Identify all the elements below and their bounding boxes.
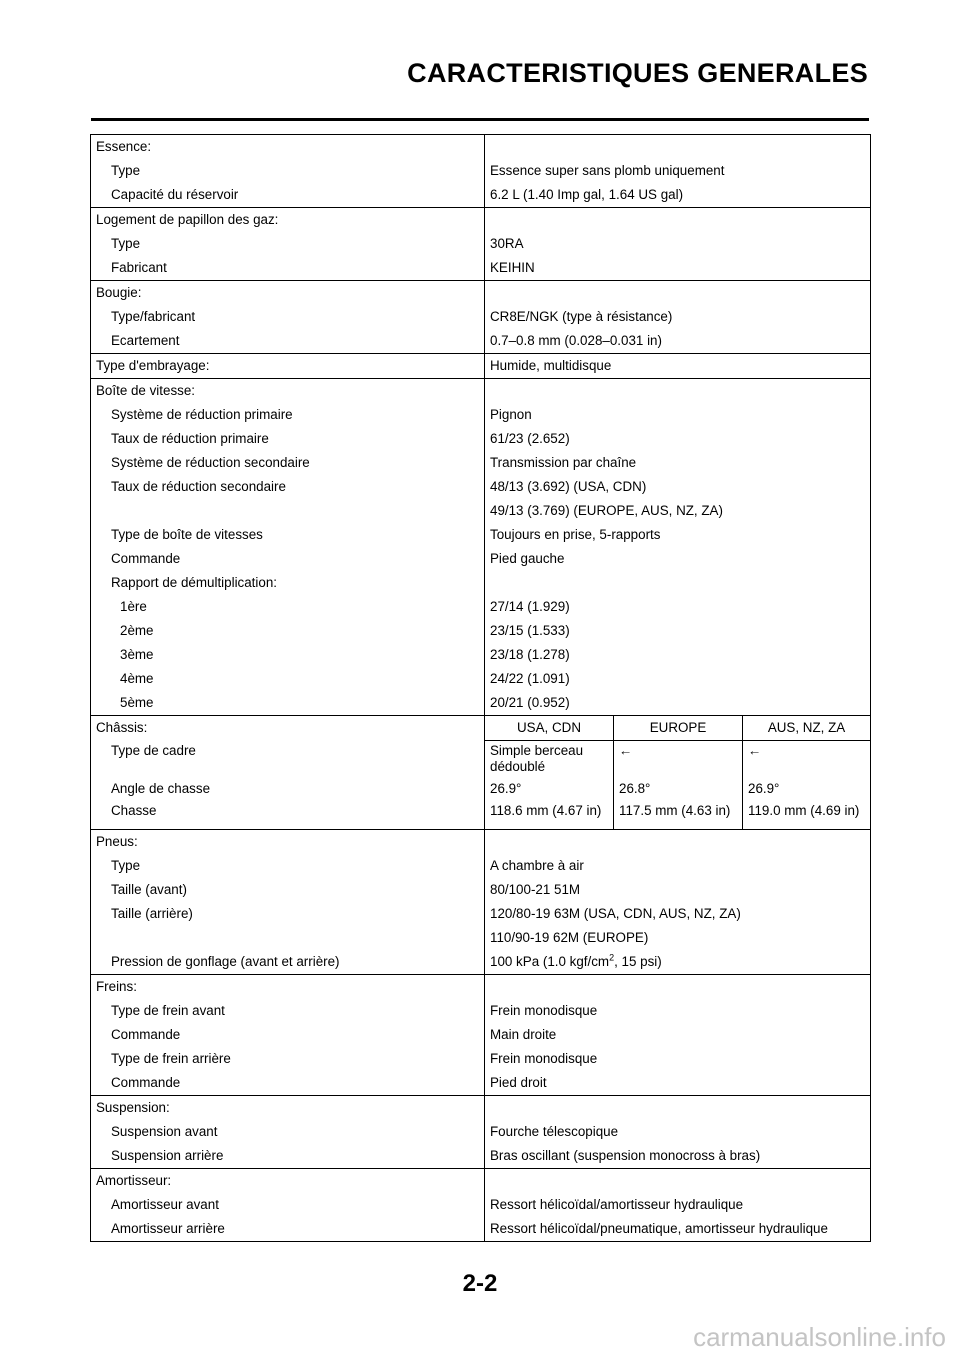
table-row xyxy=(91,1144,871,1169)
table-row xyxy=(91,801,871,830)
tire-front-value: 80/100-21 51M xyxy=(485,878,871,902)
table-row xyxy=(91,691,871,716)
specifications-table xyxy=(90,134,871,1242)
table-row xyxy=(91,999,871,1023)
pressure-value-part-b: , 15 psi) xyxy=(614,954,662,969)
caster-usa-value: 26.9° xyxy=(485,777,614,801)
clutch-label: Type d'embrayage: xyxy=(91,354,485,379)
table-row xyxy=(91,716,871,741)
trail-aus-value: 119.0 mm (4.69 in) xyxy=(743,801,871,830)
gear-3-label: 3ème xyxy=(91,643,485,667)
secondary-system-label: Système de réduction secondaire xyxy=(91,451,485,475)
tire-pressure-value xyxy=(485,950,871,975)
fuel-type-label: Type xyxy=(91,159,485,183)
secondary-system-value: Transmission par chaîne xyxy=(485,451,871,475)
tire-pressure-label: Pression de gonflage (avant et arrière) xyxy=(91,950,485,975)
table-row xyxy=(91,232,871,256)
front-brake-control-value: Main droite xyxy=(485,1023,871,1047)
throttle-maker-label: Fabricant xyxy=(91,256,485,281)
brakes-heading: Freins: xyxy=(91,975,485,1000)
secondary-ratio-value-1: 48/13 (3.692) (USA, CDN) xyxy=(485,475,871,499)
throttle-maker-value: KEIHIN xyxy=(485,256,871,281)
tires-heading: Pneus: xyxy=(91,830,485,855)
plug-gap-label: Ecartement xyxy=(91,329,485,354)
table-row xyxy=(91,208,871,233)
gearbox-control-label: Commande xyxy=(91,547,485,571)
region-usa-cdn: USA, CDN xyxy=(485,716,614,741)
fuel-heading: Essence: xyxy=(91,135,485,160)
table-row xyxy=(91,1047,871,1071)
secondary-ratio-label: Taux de réduction secondaire xyxy=(91,475,485,499)
gear-3-value: 23/18 (1.278) xyxy=(485,643,871,667)
table-row xyxy=(91,595,871,619)
table-row xyxy=(91,926,871,950)
fuel-tank-label: Capacité du réservoir xyxy=(91,183,485,208)
table-row xyxy=(91,902,871,926)
trail-usa-value: 118.6 mm (4.67 in) xyxy=(485,801,614,830)
table-row xyxy=(91,329,871,354)
table-row xyxy=(91,183,871,208)
table-row xyxy=(91,643,871,667)
primary-ratio-label: Taux de réduction primaire xyxy=(91,427,485,451)
table-row xyxy=(91,854,871,878)
table-row xyxy=(91,878,871,902)
tire-front-label: Taille (avant) xyxy=(91,878,485,902)
table-row xyxy=(91,619,871,643)
gear-5-label: 5ème xyxy=(91,691,485,716)
table-row xyxy=(91,451,871,475)
suspension-heading: Suspension: xyxy=(91,1096,485,1121)
table-row xyxy=(91,571,871,595)
gearbox-control-value: Pied gauche xyxy=(485,547,871,571)
table-row xyxy=(91,159,871,183)
ratio-heading: Rapport de démultiplication: xyxy=(91,571,485,595)
front-brake-control-label: Commande xyxy=(91,1023,485,1047)
shock-heading: Amortisseur: xyxy=(91,1169,485,1194)
rear-brake-type-label: Type de frein arrière xyxy=(91,1047,485,1071)
gear-1-value: 27/14 (1.929) xyxy=(485,595,871,619)
fuel-tank-value: 6.2 L (1.40 Imp gal, 1.64 US gal) xyxy=(485,183,871,208)
table-row xyxy=(91,281,871,306)
page-number: 2-2 xyxy=(462,1270,498,1297)
table-row xyxy=(91,1023,871,1047)
table-row xyxy=(91,830,871,855)
primary-ratio-value: 61/23 (2.652) xyxy=(485,427,871,451)
watermark: carmanualsonline.info xyxy=(693,1322,946,1352)
table-row xyxy=(91,379,871,404)
gear-1-label: 1ère xyxy=(91,595,485,619)
front-shock-value: Ressort hélicoïdal/amortisseur hydraulique xyxy=(485,1193,871,1217)
gearbox-type-value: Toujours en prise, 5-rapports xyxy=(485,523,871,547)
rear-brake-control-label: Commande xyxy=(91,1071,485,1096)
table-row xyxy=(91,135,871,160)
gearbox-type-label: Type de boîte de vitesses xyxy=(91,523,485,547)
gear-4-label: 4ème xyxy=(91,667,485,691)
table-row xyxy=(91,1071,871,1096)
primary-system-value: Pignon xyxy=(485,403,871,427)
table-row xyxy=(91,305,871,329)
table-row xyxy=(91,475,871,499)
table-row xyxy=(91,741,871,778)
table-row xyxy=(91,777,871,801)
table-row xyxy=(91,667,871,691)
frame-aus-arrow: ← xyxy=(743,741,871,778)
plug-gap-value: 0.7–0.8 mm (0.028–0.031 in) xyxy=(485,329,871,354)
trail-europe-value: 117.5 mm (4.63 in) xyxy=(614,801,743,830)
caster-aus-value: 26.9° xyxy=(743,777,871,801)
throttle-type-label: Type xyxy=(91,232,485,256)
rear-shock-label: Amortisseur arrière xyxy=(91,1217,485,1242)
throttle-type-value: 30RA xyxy=(485,232,871,256)
gearbox-heading: Boîte de vitesse: xyxy=(91,379,485,404)
plug-heading: Bougie: xyxy=(91,281,485,306)
fuel-type-value: Essence super sans plomb uniquement xyxy=(485,159,871,183)
table-row xyxy=(91,547,871,571)
page-title: CARACTERISTIQUES GENERALES xyxy=(407,58,868,88)
table-row xyxy=(91,256,871,281)
plug-type-label: Type/fabricant xyxy=(91,305,485,329)
gear-2-value: 23/15 (1.533) xyxy=(485,619,871,643)
gear-2-label: 2ème xyxy=(91,619,485,643)
tire-rear-value-2: 110/90-19 62M (EUROPE) xyxy=(485,926,871,950)
table-row xyxy=(91,950,871,975)
table-row xyxy=(91,499,871,523)
clutch-value: Humide, multidisque xyxy=(485,354,871,379)
rear-shock-value: Ressort hélicoïdal/pneumatique, amortisseur hydraulique xyxy=(485,1217,871,1242)
table-row xyxy=(91,427,871,451)
tire-type-value: A chambre à air xyxy=(485,854,871,878)
front-brake-type-value: Frein monodisque xyxy=(485,999,871,1023)
throttle-heading: Logement de papillon des gaz: xyxy=(91,208,485,233)
table-row xyxy=(91,1169,871,1194)
front-brake-type-label: Type de frein avant xyxy=(91,999,485,1023)
primary-system-label: Système de réduction primaire xyxy=(91,403,485,427)
secondary-ratio-value-2: 49/13 (3.769) (EUROPE, AUS, NZ, ZA) xyxy=(485,499,871,523)
frame-value: Simple berceau dédoublé xyxy=(485,741,614,778)
tire-type-label: Type xyxy=(91,854,485,878)
front-shock-label: Amortisseur avant xyxy=(91,1193,485,1217)
tire-rear-label: Taille (arrière) xyxy=(91,902,485,926)
table-row xyxy=(91,1120,871,1144)
region-aus-nz-za: AUS, NZ, ZA xyxy=(743,716,871,741)
pressure-value-part-a: 100 kPa (1.0 kgf/cm xyxy=(490,954,610,969)
gear-5-value: 20/21 (0.952) xyxy=(485,691,871,716)
rear-brake-control-value: Pied droit xyxy=(485,1071,871,1096)
rear-brake-type-value: Frein monodisque xyxy=(485,1047,871,1071)
caster-label: Angle de chasse xyxy=(91,777,485,801)
front-suspension-label: Suspension avant xyxy=(91,1120,485,1144)
table-row xyxy=(91,523,871,547)
pressure-superscript: 2 xyxy=(609,952,615,963)
frame-label: Type de cadre xyxy=(91,741,485,778)
table-row xyxy=(91,1217,871,1242)
caster-europe-value: 26.8° xyxy=(614,777,743,801)
table-row xyxy=(91,1193,871,1217)
front-suspension-value: Fourche télescopique xyxy=(485,1120,871,1144)
table-row xyxy=(91,354,871,379)
trail-label: Chasse xyxy=(91,801,485,830)
rear-suspension-label: Suspension arrière xyxy=(91,1144,485,1169)
rear-suspension-value: Bras oscillant (suspension monocross à bras) xyxy=(485,1144,871,1169)
title-rule xyxy=(91,118,869,121)
chassis-heading: Châssis: xyxy=(91,716,485,741)
table-row xyxy=(91,975,871,1000)
table-row xyxy=(91,1096,871,1121)
frame-europe-arrow: ← xyxy=(614,741,743,778)
table-row xyxy=(91,403,871,427)
region-europe: EUROPE xyxy=(614,716,743,741)
plug-type-value: CR8E/NGK (type à résistance) xyxy=(485,305,871,329)
gear-4-value: 24/22 (1.091) xyxy=(485,667,871,691)
tire-rear-value-1: 120/80-19 63M (USA, CDN, AUS, NZ, ZA) xyxy=(485,902,871,926)
